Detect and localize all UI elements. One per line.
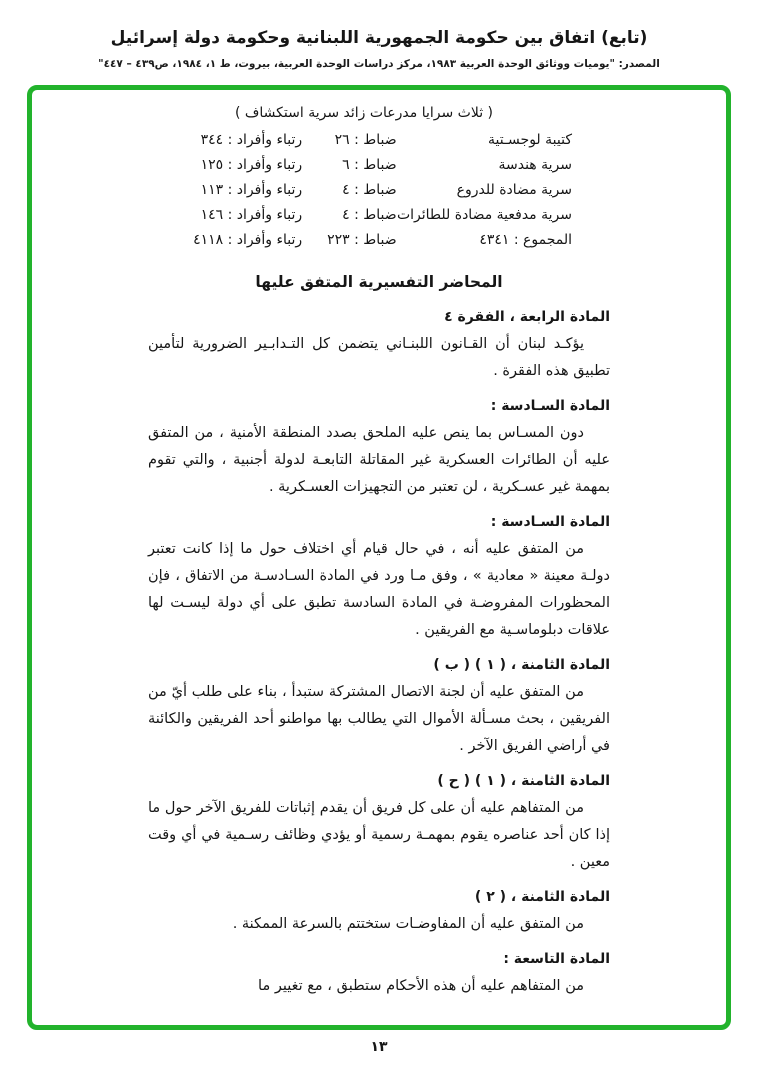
article-heading: المادة التاسعة : bbox=[503, 951, 610, 967]
page-number: ١٣ bbox=[370, 1039, 388, 1055]
ranks-cell: رتباء وأفراد : ١٢٥ bbox=[200, 157, 303, 173]
military-units-table bbox=[148, 128, 610, 253]
article-section bbox=[148, 768, 610, 876]
article-section bbox=[148, 509, 610, 644]
article-paragraph: من المتفاهم عليه أن على كل فريق أن يقدم إثباتات للفريق الآخر حول ما إذا كان أحد عناصره يقوم بمهمـة رسمية أو يؤدي وظائف رسـمية في أي وقت معين . bbox=[148, 800, 610, 870]
article-section bbox=[148, 304, 610, 385]
interpretive-minutes-heading: المحاضر التفسيرية المتفق عليها bbox=[255, 273, 503, 291]
officers-cell: ضباط : ٦ bbox=[342, 157, 397, 173]
ranks-cell: رتباء وأفراد : ٣٤٤ bbox=[200, 132, 303, 148]
article-heading: المادة الرابعة ، الفقرة ٤ bbox=[444, 309, 610, 325]
ranks-cell: رتباء وأفراد : ١١٣ bbox=[200, 182, 303, 198]
officers-cell: ضباط : ٢٦ bbox=[334, 132, 397, 148]
total-label-cell: المجموع : ٤٣٤١ bbox=[479, 232, 572, 248]
officers-cell: ضباط : ٤ bbox=[342, 207, 397, 223]
article-heading: المادة الثامنة ، ( ١ ) ( ح ) bbox=[437, 773, 610, 789]
table-row bbox=[148, 203, 572, 228]
article-section bbox=[148, 884, 610, 938]
article-section bbox=[148, 393, 610, 501]
article-heading: المادة الثامنة ، ( ٢ ) bbox=[474, 889, 610, 905]
officers-cell: ضباط : ٤ bbox=[342, 182, 397, 198]
table-total-row bbox=[148, 228, 572, 253]
unit-name-cell: كتيبة لوجسـتية bbox=[488, 132, 572, 148]
ranks-cell: رتباء وأفراد : ١٤٦ bbox=[200, 207, 303, 223]
article-heading: المادة السـادسة : bbox=[490, 514, 610, 530]
document-source-line: المصدر: "يوميات ووثائق الوحدة العربية ١٩٨٣، مركز دراسات الوحدة العربية، بيروت، ط ١، ١٩٨٤، ص٤٣٩ – ٤٤٧" bbox=[98, 58, 660, 70]
article-paragraph: يؤكـد لبنان أن القـانون اللبنـاني يتضمن كل التـدابـير الضرورية لتأمين تطبيق هذه الفقرة . bbox=[148, 336, 610, 379]
force-composition-note: ( ثلاث سرايا مدرعات زائد سرية استكشاف ) bbox=[234, 105, 493, 121]
article-paragraph: من المتفق عليه أن المفاوضـات ستختتم بالسرعة الممكنة . bbox=[232, 916, 584, 932]
unit-name-cell: سرية هندسة bbox=[498, 157, 572, 173]
officers-cell: ضباط : ٢٢٣ bbox=[327, 232, 397, 248]
table-row bbox=[148, 153, 572, 178]
article-paragraph: من المتفق عليه أنه ، في حال قيام أي اختلاف حول ما إذا كانت تعتبر دولـة معينة « معادية » ، وفق مـا ورد في المادة السـادسـة من الاتفاق ، فإن المحظورات المفروضـة في المادة السادسة تطبق على أي دولة ليسـت لها علاقات دبلوماسـية مع الفريقين . bbox=[148, 541, 610, 638]
page-body-content bbox=[148, 100, 610, 1000]
document-title: (تابع) اتفاق بين حكومة الجمهورية اللبنانية وحكومة دولة إسرائيل bbox=[110, 28, 648, 48]
document-header bbox=[0, 0, 758, 70]
article-heading: المادة الثامنة ، ( ١ ) ( ب ) bbox=[433, 657, 610, 673]
article-section bbox=[148, 652, 610, 760]
article-paragraph: من المتفاهم عليه أن هذه الأحكام ستطبق ، مع تغيير ما bbox=[258, 978, 584, 994]
table-row bbox=[148, 178, 572, 203]
unit-name-cell: سرية مضادة للدروع bbox=[456, 182, 572, 198]
article-paragraph: من المتفق عليه أن لجنة الاتصال المشتركة ستبدأ ، بناء على طلب أيّ من الفريقين ، بحث مسـألة الأموال التي يطالب بها مواطنو أحد الفريقين والكائنة في أراضي الفريق الآخر . bbox=[148, 684, 610, 754]
annotation-highlight-box bbox=[27, 85, 731, 1030]
article-section bbox=[148, 946, 610, 1000]
article-paragraph: دون المسـاس بما ينص عليه الملحق بصدد المنطقة الأمنية ، من المتفق عليه أن الطائرات العسكرية غير المقاتلة التابعـة لدولة أجنبية ، والتي تقوم بمهمة غير عسـكرية ، لن تعتبر من التجهيزات العسـكرية . bbox=[148, 425, 610, 495]
unit-name-cell: سرية مدفعية مضادة للطائرات bbox=[396, 207, 572, 223]
article-heading: المادة السـادسة : bbox=[490, 398, 610, 414]
table-row bbox=[148, 128, 572, 153]
ranks-cell: رتباء وأفراد : ٤١١٨ bbox=[193, 232, 303, 248]
